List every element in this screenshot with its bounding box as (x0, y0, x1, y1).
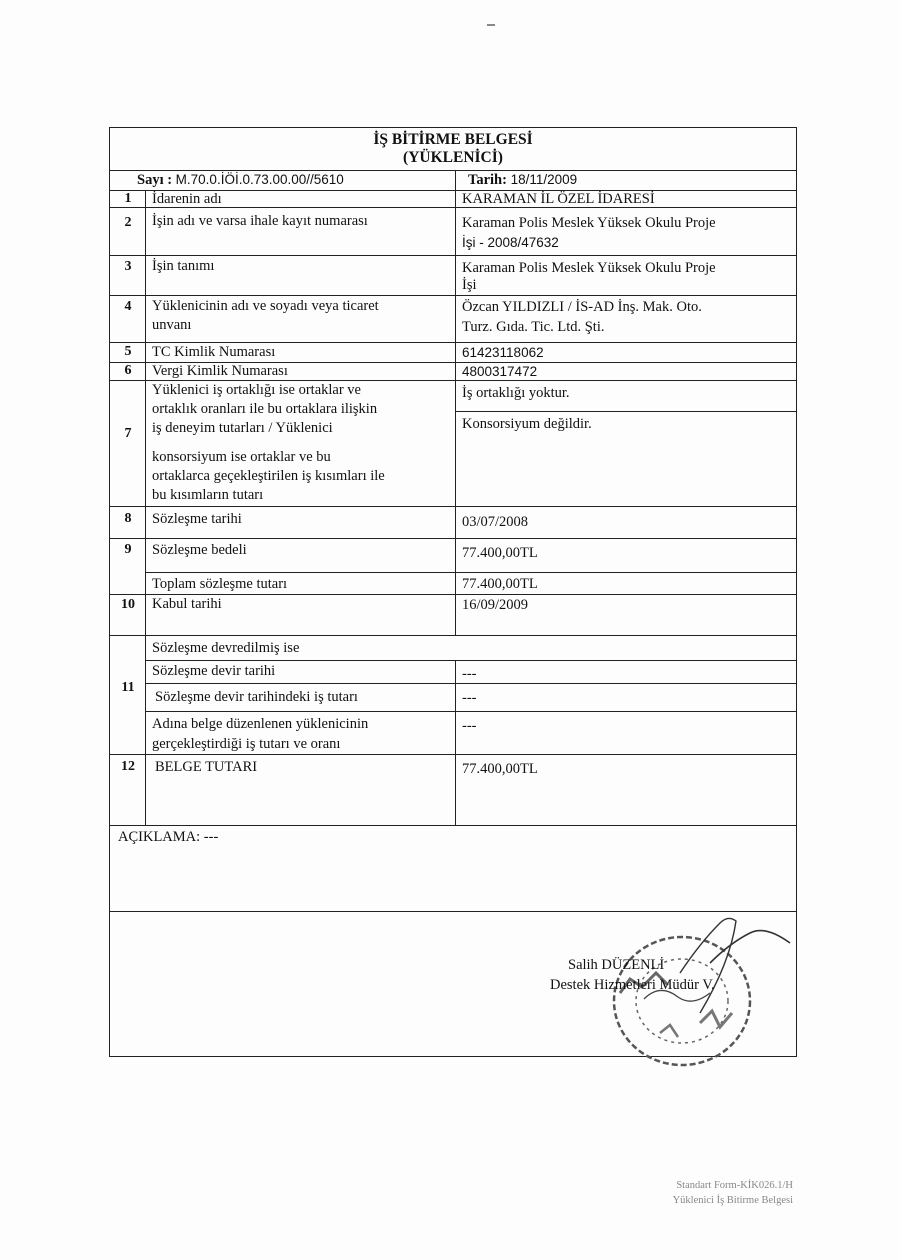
tarih-label: Tarih: (468, 172, 507, 188)
row-number: 7 (124, 426, 132, 441)
tarih-field (468, 171, 577, 189)
ortaklik-label-line4: konsorsiyum ise ortaklar ve bu (152, 449, 331, 465)
toplam-sozlesme-value: 77.400,00TL (462, 576, 538, 592)
isin-tanimi-value-line1: Karaman Polis Meslek Yüksek Okulu Proje (462, 260, 716, 276)
vergi-kimlik-label: Vergi Kimlik Numarası (152, 363, 288, 379)
signatory-title: Destek Hizmetleri Müdür V. (550, 977, 715, 993)
sayi-field (137, 171, 344, 189)
footer-form-code: Standart Form-KİK026.1/H (676, 1180, 793, 1191)
row-number: 10 (121, 597, 135, 612)
isin-tanimi-label: İşin tanımı (152, 258, 215, 274)
sayi-value: M.70.0.İÖİ.0.73.00.00//5610 (175, 172, 344, 187)
belge-tutari-label: BELGE TUTARI (155, 759, 258, 775)
adina-label-line2: gerçekleştirdiği iş tutarı ve oranı (152, 736, 341, 752)
sozlesme-tarihi-label: Sözleşme tarihi (152, 511, 242, 527)
kabul-tarihi-value: 16/09/2009 (462, 597, 529, 613)
signatory-name: Salih DÜZENLİ (568, 957, 665, 973)
toplam-sozlesme-label: Toplam sözleşme tutarı (152, 576, 288, 592)
row-number: 5 (124, 344, 132, 359)
form-footer (673, 1178, 793, 1208)
document-frame (109, 127, 797, 1057)
row-number: 11 (121, 680, 135, 695)
is-ortakligi-value: İş ortaklığı yoktur. (462, 385, 570, 401)
ortaklik-label-line1: Yüklenici iş ortaklığı ise ortaklar ve (152, 382, 361, 398)
scan-mark (487, 24, 495, 26)
adina-value: --- (462, 718, 477, 734)
ortaklik-label-line3: iş deneyim tutarları / Yüklenici (152, 420, 333, 436)
document-title: İŞ BİTİRME BELGESİ (373, 131, 533, 148)
ortaklik-label-line2: ortaklık oranları ile bu ortaklara ilişkin (152, 401, 378, 417)
tc-kimlik-label: TC Kimlik Numarası (152, 344, 276, 360)
row-number: 12 (121, 759, 135, 774)
vergi-kimlik-value: 4800317472 (462, 364, 538, 379)
row-number: 9 (124, 542, 132, 557)
idare-value: KARAMAN İL ÖZEL İDARESİ (462, 191, 655, 207)
devir-tutar-value: --- (462, 690, 477, 706)
tc-kimlik-value: 61423118062 (462, 345, 544, 360)
row-number: 1 (124, 191, 132, 206)
isin-adi-value-line2: İşi - 2008/47632 (462, 235, 559, 250)
sozlesme-bedeli-value: 77.400,00TL (462, 545, 538, 561)
row-number: 6 (124, 363, 132, 378)
yuklenici-label-line2: unvanı (152, 317, 192, 333)
konsorsiyum-value: Konsorsiyum değildir. (462, 416, 592, 432)
aciklama: AÇIKLAMA: --- (118, 829, 219, 845)
yuklenici-value-line1: Özcan YILDIZLI / İS-AD İnş. Mak. Oto. (462, 299, 702, 315)
document-subtitle: (YÜKLENİCİ) (403, 149, 503, 166)
row-number: 2 (124, 215, 132, 230)
row-number: 3 (124, 259, 132, 274)
yuklenici-label-line1: Yüklenicinin adı ve soyadı veya ticaret (152, 298, 379, 314)
yuklenici-value-line2: Turz. Gıda. Tic. Ltd. Şti. (462, 319, 605, 335)
sozlesme-bedeli-label: Sözleşme bedeli (152, 542, 247, 558)
idare-label: İdarenin adı (152, 191, 222, 207)
isin-adi-value-line1: Karaman Polis Meslek Yüksek Okulu Proje (462, 215, 716, 231)
devir-tarihi-label: Sözleşme devir tarihi (152, 663, 276, 679)
sayi-label: Sayı : (137, 172, 173, 188)
tarih-value: 18/11/2009 (510, 172, 578, 187)
row-number: 8 (124, 511, 132, 526)
isin-tanimi-value-line2: İşi (462, 277, 477, 293)
devir-tutar-label: Sözleşme devir tarihindeki iş tutarı (155, 689, 358, 705)
row-number: 4 (124, 299, 132, 314)
footer-form-name: Yüklenici İş Bitirme Belgesi (672, 1195, 793, 1206)
isin-adi-label: İşin adı ve varsa ihale kayıt numarası (152, 213, 368, 229)
ortaklik-label-line5: ortaklarca geçekleştirilen iş kısımları ile (152, 468, 385, 484)
devir-tarihi-value: --- (462, 666, 477, 682)
devir-header: Sözleşme devredilmiş ise (152, 640, 300, 656)
ortaklik-label-line6: bu kısımların tutarı (152, 487, 264, 503)
adina-label-line1: Adına belge düzenlenen yüklenicinin (152, 716, 369, 732)
sozlesme-tarihi-value: 03/07/2008 (462, 514, 529, 530)
kabul-tarihi-label: Kabul tarihi (152, 596, 222, 612)
belge-tutari-value: 77.400,00TL (462, 761, 538, 777)
